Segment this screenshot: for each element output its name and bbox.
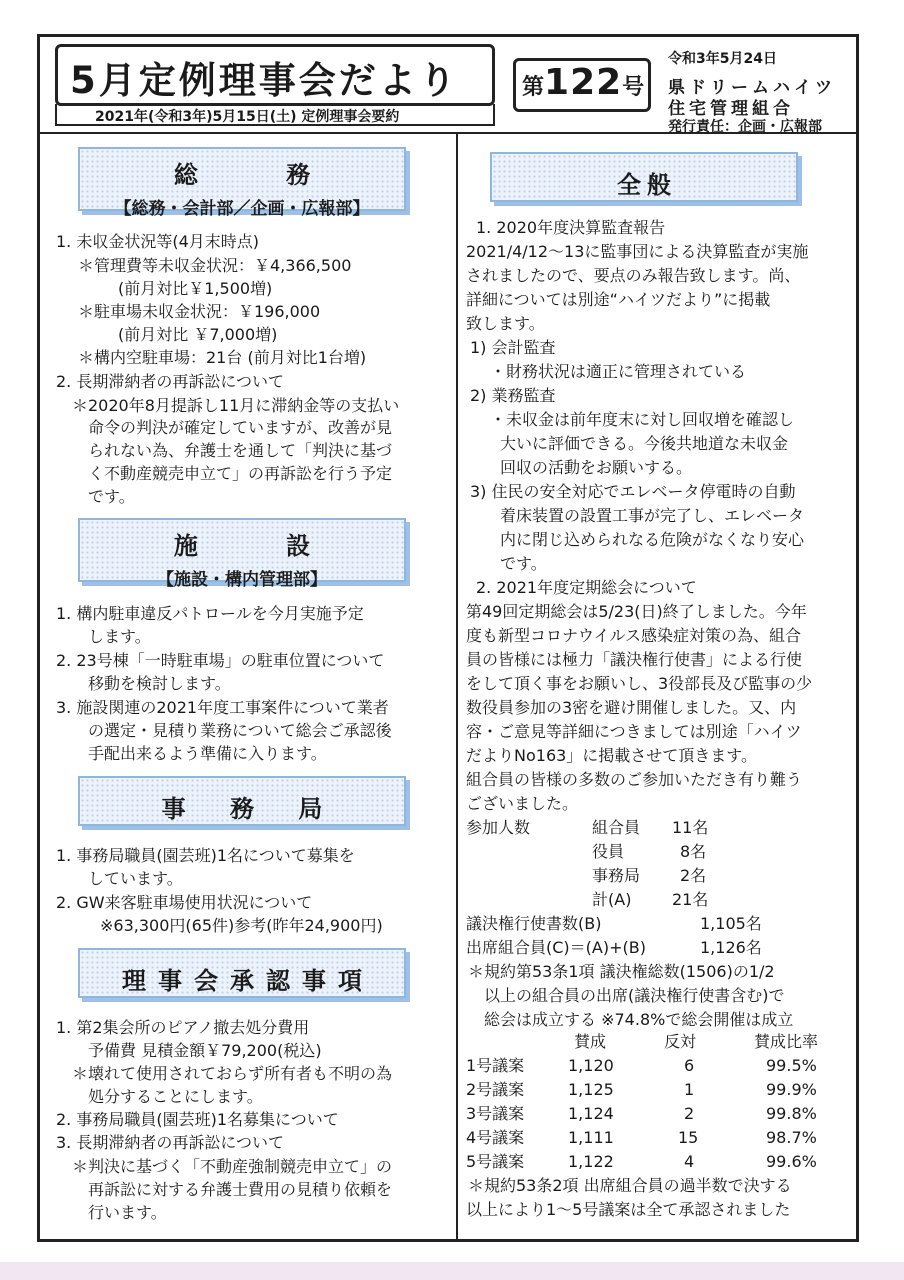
section-shisetsu-heading xyxy=(78,518,406,590)
section-title: 施 設 xyxy=(173,532,351,560)
soumu-line: られない為、弁護士を通して「判決に基づ xyxy=(88,441,393,460)
org-name-line2: 住宅管理組合 xyxy=(668,99,794,119)
zenpan-line: 第49回定期総会は5/23(日)終了しました。今年 xyxy=(466,602,807,621)
attendance-label: 参加人数 xyxy=(466,818,531,837)
rule-line: 総会は成立する ※74.8%で総会開催は成立 xyxy=(484,1010,794,1029)
page-subtitle: 2021年(令和3年)5月15日(土) 定例理事会要約 xyxy=(95,109,400,125)
soumu-line: (前月対比 ￥7,000増) xyxy=(118,325,278,344)
shisetsu-line: 移動を検討します。 xyxy=(88,674,231,693)
section-title: 総 務 xyxy=(173,161,351,189)
zenpan-line: 回収の活動をお願いする。 xyxy=(500,458,693,477)
section-title: 全般 xyxy=(617,171,677,199)
shisetsu-line: の選定・見積り業務について総会ご承認後 xyxy=(88,721,392,740)
zenpan-line: 2. 2021年度定期総会について xyxy=(476,578,697,597)
zenpan-line: 容・ご意見等詳細につきましては別途「ハイツ xyxy=(466,722,802,741)
issue-number xyxy=(522,62,644,103)
zenpan-line: 1. 2020年度決算監査報告 xyxy=(476,218,666,237)
section-zenpan-heading xyxy=(490,152,798,202)
shisetsu-line: 2. 23号棟「一時駐車場」の駐車位置について xyxy=(56,651,385,670)
vote-row-yes: 1,124 xyxy=(568,1104,614,1123)
issue-suffix: 号 xyxy=(622,75,645,100)
zenpan-line: 3) 住民の安全対応でエレベータ停電時の自動 xyxy=(470,482,796,501)
shisetsu-line: 1. 構内駐車違反パトロールを今月実施予定 xyxy=(56,604,364,623)
closing-line: ＊規約53条2項 出席組合員の過半数で決する xyxy=(468,1176,792,1195)
shonin-line: 2. 事務局職員(園芸班)1名募集について xyxy=(56,1110,339,1129)
zenpan-line: 2021/4/12〜13に監事団による決算監査が実施 xyxy=(466,242,809,261)
column-divider xyxy=(456,134,458,1242)
attendance-count: 8名 xyxy=(680,842,707,861)
jimukyoku-line: ※63,300円(65件)参考(昨年24,900円) xyxy=(100,916,383,935)
section-shonin-heading xyxy=(78,948,406,998)
vote-row-name: 3号議案 xyxy=(466,1104,525,1123)
publisher: 発行責任：企画・広報部 xyxy=(668,119,822,135)
shisetsu-line: 手配出来るよう準備に入ります。 xyxy=(88,744,327,763)
attendance-count: 2名 xyxy=(680,866,707,885)
shonin-line: ＊判決に基づく「不動産強制競売申立て」の xyxy=(72,1157,393,1176)
shisetsu-line: します。 xyxy=(88,627,151,646)
vote-row-no: 2 xyxy=(684,1104,695,1123)
vote-row-name: 4号議案 xyxy=(466,1128,525,1147)
attendance-count: 11名 xyxy=(672,818,709,837)
attendance-count: 21名 xyxy=(672,890,709,909)
vote-row-name: 5号議案 xyxy=(466,1152,525,1171)
zenpan-line: 着床装置の設置工事が完了し、エレベータ xyxy=(500,506,805,525)
soumu-line: 2. 長期滞納者の再訴訟について xyxy=(56,372,285,391)
vote-row-ratio: 98.7% xyxy=(766,1128,817,1147)
shonin-line: ＊壊れて使用されておらず所有者も不明の為 xyxy=(72,1064,393,1083)
soumu-line: 1. 未収金状況等(4月末時点) xyxy=(56,232,260,251)
zenpan-line: 2) 業務監査 xyxy=(470,386,556,405)
rule-line: ＊規約第53条1項 議決権総数(1506)の1/2 xyxy=(468,962,775,981)
zenpan-line: 詳細については別途“ハイツだより”に掲載 xyxy=(466,290,771,309)
vote-row-no: 4 xyxy=(684,1152,695,1171)
zenpan-line: 数役員参加の3密を避け開催しました。又、内 xyxy=(466,698,797,717)
vote-row-ratio: 99.6% xyxy=(766,1152,817,1171)
vote-row-yes: 1,125 xyxy=(568,1080,614,1099)
issue-value: 122 xyxy=(544,62,623,103)
section-subtitle: 【施設・構内管理部】 xyxy=(157,570,327,590)
zenpan-line: 大いに評価できる。今後共地道な未収金 xyxy=(500,434,789,453)
zenpan-line: だよりNo163」に掲載させて頂きます。 xyxy=(466,746,758,765)
soumu-line: ＊構内空駐車場：21台 (前月対比1台増) xyxy=(78,348,367,367)
zenpan-line: です。 xyxy=(500,554,547,573)
shisetsu-line: 3. 施設関連の2021年度工事案件について業者 xyxy=(56,698,389,717)
rule-line: 以上の組合員の出席(議決権行使書含む)で xyxy=(484,986,785,1005)
zenpan-line: ・未収金は前年度末に対し回収増を確認し xyxy=(490,410,795,429)
shonin-line: 処分することにします。 xyxy=(88,1087,263,1106)
vote-header-ratio: 賛成比率 xyxy=(754,1032,819,1051)
vote-row-yes: 1,122 xyxy=(568,1152,614,1171)
shonin-line: 3. 長期滞納者の再訴訟について xyxy=(56,1133,285,1152)
section-subtitle: 【総務・会計部／企画・広報部】 xyxy=(114,199,370,219)
vote-row-yes: 1,120 xyxy=(568,1056,614,1075)
attendance-category: 組合員 xyxy=(592,818,641,837)
attendance-category: 役員 xyxy=(592,842,625,861)
vote-header-yes: 賛成 xyxy=(574,1032,607,1051)
vote-row-no: 1 xyxy=(684,1080,695,1099)
zenpan-line: 組合員の皆様の多数のご参加いただき有り難う xyxy=(466,770,803,789)
vote-row-ratio: 99.9% xyxy=(766,1080,817,1099)
issue-prefix: 第 xyxy=(522,75,545,100)
shonin-line: 再訴訟に対する弁護士費用の見積り依頼を xyxy=(88,1180,393,1199)
jimukyoku-line: しています。 xyxy=(88,869,183,888)
closing-line: 以上により1〜5号議案は全て承認されました xyxy=(466,1200,791,1219)
jimukyoku-line: 2. GW来客駐車場使用状況について xyxy=(56,893,313,912)
vote-row-name: 1号議案 xyxy=(466,1056,525,1075)
zenpan-line: ございました。 xyxy=(466,794,579,813)
vote-header-no: 反対 xyxy=(664,1032,697,1051)
vote-row-ratio: 99.8% xyxy=(766,1104,817,1123)
proxy-value: 1,105名 xyxy=(700,914,762,933)
zenpan-line: をして頂く事をお願いし、3役部長及び監事の少 xyxy=(466,674,813,693)
soumu-line: く不動産競売申立て」の再訴訟を行う予定 xyxy=(88,464,393,483)
bottom-strip xyxy=(0,1262,904,1280)
vote-row-ratio: 99.5% xyxy=(766,1056,817,1075)
section-title: 理事会承認事項 xyxy=(122,967,374,995)
section-title: 事 務 局 xyxy=(161,795,341,823)
soumu-line: です。 xyxy=(88,487,135,506)
vote-row-no: 6 xyxy=(684,1056,695,1075)
zenpan-line: 内に閉じ込められなる危険がなくなり安心 xyxy=(500,530,805,549)
soumu-line: ＊駐車場未収金状況：￥196,000 xyxy=(78,302,321,321)
issue-date: 令和3年5月24日 xyxy=(668,51,777,67)
vote-row-name: 2号議案 xyxy=(466,1080,525,1099)
zenpan-line: されましたので、要点のみ報告致します。尚、 xyxy=(466,266,801,285)
attendance-category: 事務局 xyxy=(592,866,641,885)
soumu-line: ＊2020年8月提訴し11月に滞納金等の支払い xyxy=(72,396,400,415)
soumu-line: 命令の判決が確定していますが、改善が見 xyxy=(88,418,393,437)
zenpan-line: ・財務状況は適正に管理されている xyxy=(490,362,747,381)
soumu-line: ＊管理費等未収金状況：￥4,366,500 xyxy=(78,256,352,275)
vote-row-no: 15 xyxy=(678,1128,699,1147)
vote-row-yes: 1,111 xyxy=(568,1128,614,1147)
zenpan-line: 員の皆様には極力「議決権行使書」による行使 xyxy=(466,650,803,669)
zenpan-line: 度も新型コロナウイルス感染症対策の為、組合 xyxy=(466,626,802,645)
shonin-line: 予備費 見積金額￥79,200(税込) xyxy=(88,1041,322,1060)
shonin-line: 1. 第2集会所のピアノ撤去処分費用 xyxy=(56,1018,310,1037)
jimukyoku-line: 1. 事務局職員(園芸班)1名について募集を xyxy=(56,846,355,865)
present-value: 1,126名 xyxy=(700,938,762,957)
org-name-line1: 県ドリームハイツ xyxy=(668,78,836,98)
zenpan-line: 致します。 xyxy=(466,314,545,333)
section-jimukyoku-heading xyxy=(78,776,406,826)
proxy-label: 議決権行使書数(B) xyxy=(466,914,602,933)
page-title: 5月定例理事会だより xyxy=(70,59,459,102)
soumu-line: (前月対比￥1,500増) xyxy=(118,279,273,298)
shonin-line: 行います。 xyxy=(88,1203,167,1222)
present-label: 出席組合員(C)＝(A)+(B) xyxy=(466,938,646,957)
zenpan-line: 1) 会計監査 xyxy=(470,338,556,357)
section-soumu-heading xyxy=(78,147,406,219)
attendance-category: 計(A) xyxy=(592,890,632,909)
